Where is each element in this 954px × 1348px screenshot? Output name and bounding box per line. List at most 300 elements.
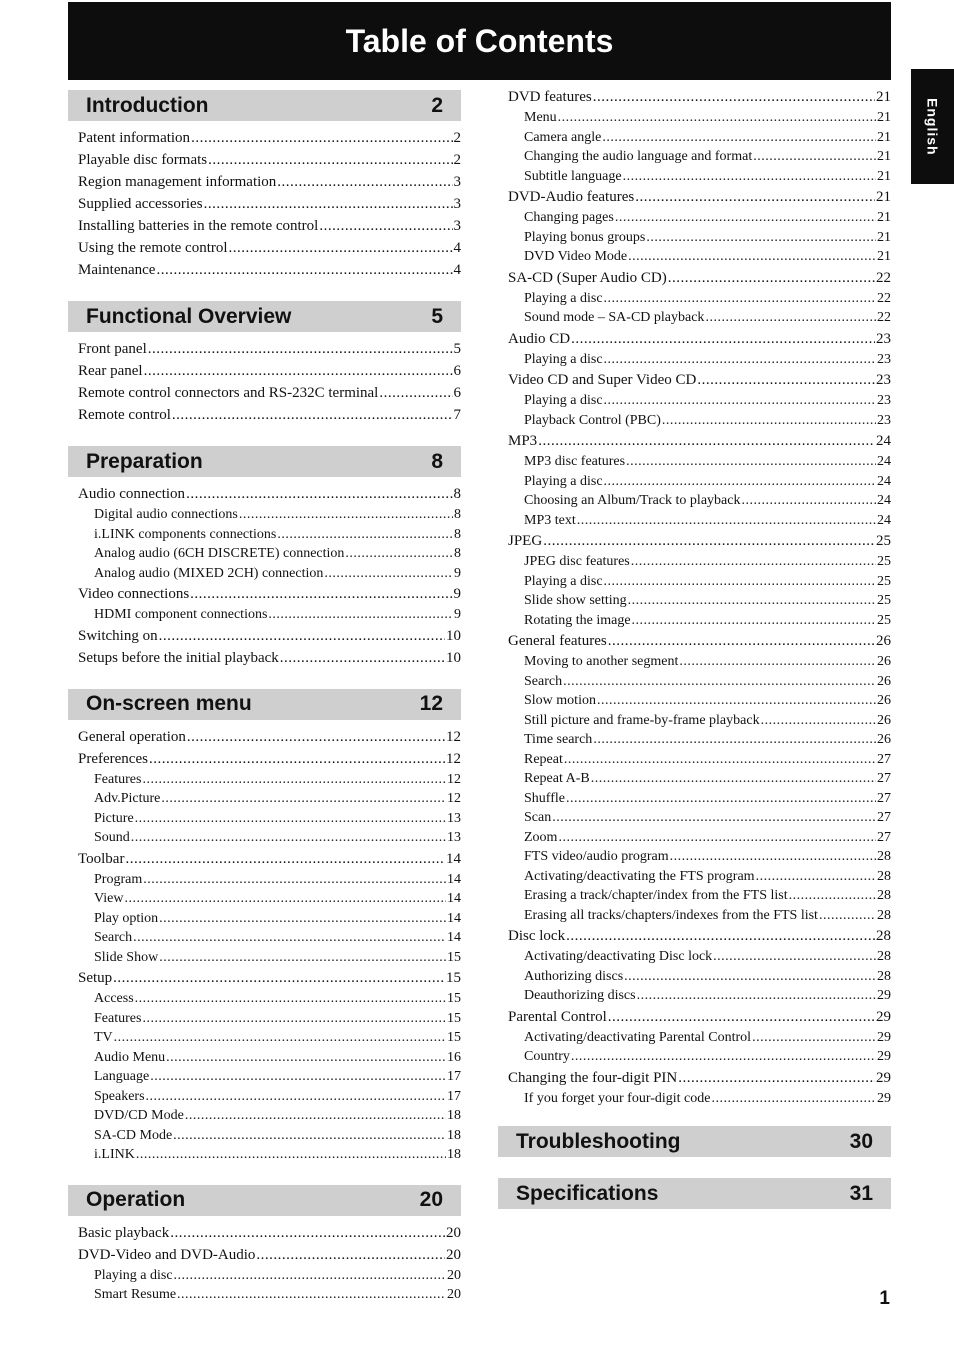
toc-entry-label: Moving to another segment — [524, 654, 679, 669]
toc-subentry[interactable] — [78, 948, 461, 968]
toc-entry-label: Deauthorizing discs — [524, 988, 636, 1003]
toc-entry-page: 27 — [877, 810, 891, 825]
toc-subentry[interactable] — [508, 491, 891, 511]
toc-entry-page: 13 — [447, 830, 461, 845]
toc-subentry[interactable] — [508, 208, 891, 228]
toc-subentry[interactable] — [78, 989, 461, 1009]
toc-entry-page: 6 — [453, 363, 461, 379]
toc-subentry[interactable] — [508, 906, 891, 926]
toc-entry-page: 12 — [447, 771, 461, 787]
toc-entry-label: Playing a disc — [94, 1267, 173, 1283]
toc-entry-page: 20 — [447, 1287, 461, 1302]
toc-subentry[interactable] — [508, 691, 891, 711]
toc-entry-page: 23 — [877, 393, 891, 408]
toc-section-header[interactable] — [68, 1185, 461, 1216]
toc-entry-page: 27 — [877, 771, 891, 786]
toc-entry-label: Video connections — [78, 586, 190, 602]
toc-entry-page: 26 — [877, 693, 891, 708]
toc-entry-page: 22 — [877, 310, 891, 325]
toc-entry-page: 17 — [447, 1069, 461, 1084]
toc-subentry[interactable] — [508, 652, 891, 672]
toc-entry-label: Slide show setting — [524, 593, 627, 608]
toc-subentry[interactable] — [508, 867, 891, 887]
toc-entry-label: Access — [94, 991, 134, 1006]
toc-subentry[interactable] — [508, 750, 891, 770]
toc-entry-page: 26 — [877, 712, 891, 728]
toc-entry[interactable] — [78, 583, 461, 605]
toc-entry[interactable] — [78, 483, 461, 505]
toc-subentry[interactable] — [78, 870, 461, 890]
toc-subentry[interactable] — [78, 1048, 461, 1068]
toc-subentry[interactable] — [78, 564, 461, 584]
section-spacer — [68, 426, 461, 446]
toc-entry-page: 21 — [877, 210, 891, 225]
toc-subentry[interactable] — [78, 809, 461, 829]
toc-subentry[interactable] — [508, 308, 891, 328]
toc-entry-label: DVD-Audio features — [508, 189, 635, 205]
toc-entry-label: Supplied accessories — [78, 196, 203, 212]
toc-entry[interactable] — [508, 267, 891, 289]
page-title-text: Table of Contents — [345, 22, 614, 59]
language-tab — [911, 69, 954, 184]
toc-entry-label: JPEG disc features — [524, 554, 630, 569]
toc-leader-dots — [136, 1145, 446, 1165]
toc-entry-label: Changing the four-digit PIN — [508, 1069, 678, 1086]
toc-subentry[interactable] — [508, 711, 891, 731]
toc-entry-page: 2 — [453, 152, 461, 168]
toc-entry[interactable] — [78, 1244, 461, 1266]
toc-entry-label: Smart Resume — [94, 1287, 177, 1302]
toc-subentry[interactable] — [508, 828, 891, 848]
toc-subentry[interactable] — [508, 611, 891, 631]
toc-subentry[interactable] — [508, 350, 891, 370]
toc-leader-dots — [571, 328, 875, 350]
toc-leader-dots — [602, 128, 876, 148]
toc-subentry[interactable] — [508, 167, 891, 187]
toc-entry[interactable] — [78, 1222, 461, 1244]
toc-entry-label: Menu — [524, 110, 557, 125]
toc-entry-page: 28 — [877, 849, 891, 864]
toc-subentry[interactable] — [508, 452, 891, 472]
toc-leader-dots — [345, 544, 453, 564]
toc-leader-dots — [558, 108, 876, 128]
toc-entry-page: 26 — [877, 654, 891, 669]
toc-entry-page: 24 — [877, 512, 891, 528]
toc-subentry[interactable] — [508, 472, 891, 492]
toc-leader-dots — [277, 525, 453, 545]
toc-section-body — [68, 1216, 461, 1305]
toc-entry-page: 15 — [447, 991, 461, 1006]
toc-section-header[interactable] — [498, 1178, 891, 1209]
toc-entry-label: Using the remote control — [78, 240, 228, 256]
toc-entry-label: MP3 — [508, 433, 538, 449]
toc-entry-label: Rotating the image — [524, 612, 631, 628]
toc-entry-label: Front panel — [78, 341, 147, 357]
page-title — [68, 2, 891, 80]
toc-leader-dots — [159, 948, 446, 968]
toc-subentry[interactable] — [78, 1266, 461, 1286]
toc-entry[interactable] — [508, 630, 891, 652]
toc-leader-dots — [319, 215, 452, 237]
toc-entry[interactable] — [508, 328, 891, 350]
toc-entry-label: Zoom — [524, 829, 558, 845]
toc-entry-label: MP3 text — [524, 512, 576, 528]
toc-leader-dots — [166, 1048, 446, 1068]
toc-subentry[interactable] — [78, 544, 461, 564]
toc-entry-label: Language — [94, 1069, 150, 1084]
toc-subentry[interactable] — [78, 1087, 461, 1107]
toc-section-title: Troubleshooting — [516, 1129, 681, 1153]
toc-entry-page: 15 — [447, 1010, 461, 1026]
toc-section-title: Preparation — [86, 449, 203, 473]
toc-entry-label: SA-CD (Super Audio CD) — [508, 269, 667, 286]
toc-entry-label: Slow motion — [524, 693, 596, 708]
toc-leader-dots — [161, 789, 446, 809]
toc-leader-dots — [566, 925, 875, 947]
toc-subentry[interactable] — [508, 108, 891, 128]
toc-entry-label: Video CD and Super Video CD — [508, 372, 697, 388]
toc-entry-page: 21 — [877, 149, 891, 164]
toc-entry-page: 24 — [877, 473, 891, 489]
toc-entry-label: Speakers — [94, 1088, 145, 1104]
toc-subentry[interactable] — [78, 889, 461, 909]
toc-entry[interactable] — [78, 259, 461, 281]
toc-subentry[interactable] — [508, 572, 891, 592]
toc-entry-page: 4 — [453, 262, 461, 278]
toc-subentry[interactable] — [508, 730, 891, 750]
toc-subentry[interactable] — [78, 1126, 461, 1146]
toc-leader-dots — [173, 1126, 446, 1146]
toc-subentry[interactable] — [508, 847, 891, 867]
toc-entry[interactable] — [78, 967, 461, 989]
toc-entry-label: Digital audio connections — [94, 507, 238, 522]
toc-leader-dots — [538, 430, 875, 452]
toc-subentry[interactable] — [508, 769, 891, 789]
page-number: 1 — [879, 1288, 890, 1309]
toc-leader-dots — [752, 1028, 876, 1048]
toc-entry-label: Play option — [94, 910, 159, 926]
toc-entry-page: 27 — [877, 829, 891, 845]
toc-leader-dots — [623, 167, 876, 187]
toc-entry-page: 21 — [877, 129, 891, 145]
toc-subentry[interactable] — [508, 511, 891, 531]
toc-section-header[interactable] — [498, 1126, 891, 1157]
toc-entry[interactable] — [508, 86, 891, 108]
toc-subentry[interactable] — [508, 147, 891, 167]
toc-subentry[interactable] — [78, 789, 461, 809]
toc-entry-page: 27 — [877, 751, 891, 767]
toc-leader-dots — [628, 591, 876, 611]
toc-entry[interactable] — [78, 360, 461, 382]
toc-entry-label: Analog audio (MIXED 2CH) connection — [94, 565, 324, 581]
toc-leader-dots — [741, 491, 876, 511]
toc-entry[interactable] — [78, 848, 461, 870]
toc-entry-page: 21 — [876, 189, 891, 205]
toc-section-title: Introduction — [86, 93, 209, 117]
toc-entry[interactable] — [78, 726, 461, 748]
toc-leader-dots — [577, 511, 876, 531]
toc-entry-page: 21 — [877, 110, 891, 125]
toc-entry-label: Remote control connectors and RS-232C terminal — [78, 385, 379, 401]
toc-subentry[interactable] — [78, 928, 461, 948]
toc-leader-dots — [761, 711, 876, 731]
toc-leader-dots — [159, 625, 445, 647]
toc-entry-label: Activating/deactivating the FTS program — [524, 868, 755, 884]
toc-entry[interactable] — [78, 127, 461, 149]
toc-leader-dots — [604, 391, 876, 411]
toc-entry-label: If you forget your four-digit code — [524, 1090, 711, 1106]
toc-entry-label: SA-CD Mode — [94, 1127, 173, 1143]
toc-entry-label: Features — [94, 1010, 142, 1026]
toc-entry-label: Scan — [524, 810, 552, 825]
toc-subentry[interactable] — [508, 789, 891, 809]
toc-subentry[interactable] — [508, 391, 891, 411]
toc-entry[interactable] — [78, 382, 461, 404]
toc-entry-page: 22 — [876, 269, 891, 286]
toc-leader-dots — [705, 308, 876, 328]
toc-leader-dots — [174, 1266, 446, 1286]
toc-entry-label: Time search — [524, 732, 593, 747]
toc-leader-dots — [543, 530, 875, 552]
toc-leader-dots — [591, 769, 876, 789]
toc-leader-dots — [113, 967, 445, 989]
toc-entry[interactable] — [78, 171, 461, 193]
toc-subentry[interactable] — [508, 228, 891, 248]
toc-entry-page: 20 — [447, 1267, 461, 1283]
toc-leader-dots — [125, 848, 445, 870]
toc-section-title: Specifications — [516, 1181, 659, 1205]
toc-leader-dots — [593, 730, 876, 750]
toc-leader-dots — [558, 828, 876, 848]
toc-subentry[interactable] — [78, 770, 461, 790]
toc-entry-label: Installing batteries in the remote control — [78, 218, 319, 234]
toc-section-page: 5 — [431, 304, 443, 328]
toc-entry-page: 18 — [447, 1108, 461, 1123]
toc-entry-page: 21 — [877, 229, 891, 245]
toc-subentry[interactable] — [508, 591, 891, 611]
toc-subentry[interactable] — [78, 909, 461, 929]
toc-subentry[interactable] — [508, 552, 891, 572]
toc-entry-page: 24 — [877, 454, 891, 469]
toc-leader-dots — [566, 789, 876, 809]
toc-subentry[interactable] — [508, 947, 891, 967]
toc-entry-page: 21 — [877, 168, 891, 184]
toc-subentry[interactable] — [78, 1067, 461, 1087]
toc-entry-page: 8 — [454, 526, 461, 542]
toc-entry-page: 26 — [877, 673, 891, 689]
toc-subentry[interactable] — [508, 128, 891, 148]
toc-entry[interactable] — [78, 625, 461, 647]
toc-leader-dots — [635, 186, 875, 208]
toc-subentry[interactable] — [508, 808, 891, 828]
toc-entry-label: Playing a disc — [524, 290, 603, 306]
toc-entry-page: 14 — [446, 850, 461, 867]
toc-entry-page: 3 — [453, 196, 461, 212]
toc-subentry[interactable] — [508, 289, 891, 309]
toc-entry[interactable] — [78, 215, 461, 237]
toc-entry-page: 12 — [447, 791, 461, 806]
toc-leader-dots — [131, 828, 446, 848]
toc-subentry[interactable] — [508, 1047, 891, 1067]
toc-section — [68, 301, 461, 446]
toc-entry-page: 2 — [453, 130, 461, 146]
toc-entry[interactable] — [508, 430, 891, 452]
toc-entry-page: 29 — [877, 1029, 891, 1045]
toc-entry-label: HDMI component connections — [94, 607, 268, 622]
toc-leader-dots — [135, 809, 446, 829]
toc-leader-dots — [185, 1106, 446, 1126]
toc-entry-label: Audio Menu — [94, 1049, 166, 1065]
toc-section-header[interactable] — [68, 90, 461, 121]
toc-subentry[interactable] — [508, 886, 891, 906]
toc-subentry[interactable] — [78, 505, 461, 525]
toc-entry-label: Search — [524, 673, 563, 689]
toc-entry-label: Search — [94, 930, 133, 945]
toc-entry[interactable] — [78, 338, 461, 360]
toc-entry-page: 23 — [877, 351, 891, 367]
toc-entry[interactable] — [508, 925, 891, 947]
toc-entry-label: Repeat A-B — [524, 771, 590, 786]
toc-section-title: On-screen menu — [86, 692, 252, 715]
toc-leader-dots — [159, 909, 446, 929]
toc-entry-page: 29 — [876, 1008, 891, 1025]
toc-entry[interactable] — [508, 530, 891, 552]
toc-entry-label: Changing the audio language and format — [524, 149, 753, 164]
toc-entry-page: 13 — [447, 810, 461, 826]
toc-subentry[interactable] — [508, 967, 891, 987]
toc-subentry[interactable] — [78, 1009, 461, 1029]
toc-left-column — [68, 90, 461, 1305]
toc-entry-label: Repeat — [524, 751, 563, 767]
toc-leader-dots — [204, 193, 453, 215]
toc-entry-page: 24 — [876, 433, 891, 449]
toc-entry[interactable] — [508, 186, 891, 208]
toc-leader-dots — [277, 171, 452, 193]
toc-section-page: 12 — [419, 692, 443, 715]
toc-entry-label: Remote control — [78, 407, 171, 423]
toc-section — [68, 90, 461, 301]
toc-section-header[interactable] — [68, 689, 461, 720]
toc-subentry[interactable] — [78, 828, 461, 848]
toc-subentry[interactable] — [78, 525, 461, 545]
toc-leader-dots — [604, 572, 876, 592]
toc-leader-dots — [156, 259, 452, 281]
toc-leader-dots — [593, 86, 875, 108]
toc-entry-page: 15 — [447, 1030, 461, 1045]
toc-entry[interactable] — [78, 647, 461, 669]
toc-leader-dots — [637, 986, 876, 1006]
toc-subentry[interactable] — [78, 1106, 461, 1126]
toc-subentry[interactable] — [508, 1028, 891, 1048]
toc-entry-label: Toolbar — [78, 850, 125, 867]
toc-entry-page: 25 — [877, 573, 891, 589]
toc-entry-label: TV — [94, 1030, 113, 1045]
toc-leader-dots — [711, 1089, 876, 1109]
toc-entry[interactable] — [78, 748, 461, 770]
toc-entry-page: 4 — [453, 240, 461, 256]
toc-entry-page: 29 — [876, 1069, 891, 1086]
toc-entry-page: 14 — [447, 891, 461, 906]
toc-subentry[interactable] — [508, 672, 891, 692]
toc-section-header[interactable] — [68, 301, 461, 332]
toc-entry-page: 21 — [876, 89, 891, 105]
toc-entry-page: 28 — [877, 868, 891, 884]
toc-leader-dots — [142, 770, 446, 790]
toc-subentry[interactable] — [78, 605, 461, 625]
toc-leader-dots — [626, 452, 876, 472]
toc-entry-label: Playing a disc — [524, 351, 603, 367]
toc-leader-dots — [608, 1006, 875, 1028]
toc-entry-label: Maintenance — [78, 262, 156, 278]
toc-entry-page: 10 — [446, 649, 461, 666]
toc-entry-label: Picture — [94, 810, 134, 826]
toc-entry-label: Parental Control — [508, 1008, 607, 1025]
toc-leader-dots — [146, 1087, 446, 1107]
section-spacer — [498, 1108, 891, 1126]
toc-section-body — [68, 121, 461, 281]
toc-entry-label: Erasing all tracks/chapters/indexes from the FTS list — [524, 907, 818, 923]
language-tab-label: English — [924, 97, 941, 156]
toc-leader-dots — [604, 472, 876, 492]
toc-entry[interactable] — [508, 1067, 891, 1089]
toc-entry-label: MP3 disc features — [524, 454, 626, 469]
toc-subentry[interactable] — [78, 1145, 461, 1165]
toc-entry-label: Audio CD — [508, 330, 571, 347]
toc-entry-page: 17 — [447, 1088, 461, 1104]
toc-entry-label: Setups before the initial playback — [78, 649, 279, 666]
toc-subentry[interactable] — [508, 986, 891, 1006]
toc-subentry[interactable] — [78, 1028, 461, 1048]
toc-subentry[interactable] — [508, 411, 891, 431]
toc-entry[interactable] — [78, 149, 461, 171]
toc-entry-page: 14 — [447, 910, 461, 926]
toc-section-body — [68, 332, 461, 426]
toc-entry-label: View — [94, 891, 124, 906]
toc-entry[interactable] — [78, 237, 461, 259]
toc-entry-page: 29 — [877, 988, 891, 1003]
toc-section-header[interactable] — [68, 446, 461, 477]
toc-entry[interactable] — [78, 193, 461, 215]
toc-entry-page: 20 — [446, 1224, 461, 1241]
toc-entry[interactable] — [508, 369, 891, 391]
toc-entry-label: Sound mode – SA-CD playback — [524, 310, 705, 325]
toc-leader-dots — [177, 1285, 446, 1305]
toc-entry-page: 29 — [877, 1049, 891, 1064]
toc-entry-label: DVD features — [508, 89, 592, 105]
toc-leader-dots — [608, 630, 875, 652]
section-spacer — [68, 669, 461, 689]
toc-entry-page: 20 — [446, 1246, 461, 1263]
toc-entry-page: 24 — [877, 493, 891, 508]
toc-entry-page: 27 — [877, 790, 891, 806]
toc-entry-label: Audio connection — [78, 486, 186, 502]
toc-entry-label: Basic playback — [78, 1224, 170, 1241]
toc-leader-dots — [697, 369, 875, 391]
section-spacer — [498, 1157, 891, 1178]
toc-subentry[interactable] — [508, 1089, 891, 1109]
toc-entry[interactable] — [508, 1006, 891, 1028]
toc-entry-label: Changing pages — [524, 210, 614, 225]
toc-entry[interactable] — [78, 404, 461, 426]
toc-leader-dots — [628, 247, 876, 267]
toc-subentry[interactable] — [78, 1285, 461, 1305]
toc-entry-page: 12 — [446, 728, 461, 745]
toc-entry-page: 14 — [447, 871, 461, 887]
toc-subentry[interactable] — [508, 247, 891, 267]
toc-leader-dots — [552, 808, 876, 828]
toc-entry-page: 28 — [877, 907, 891, 923]
toc-leader-dots — [789, 886, 876, 906]
